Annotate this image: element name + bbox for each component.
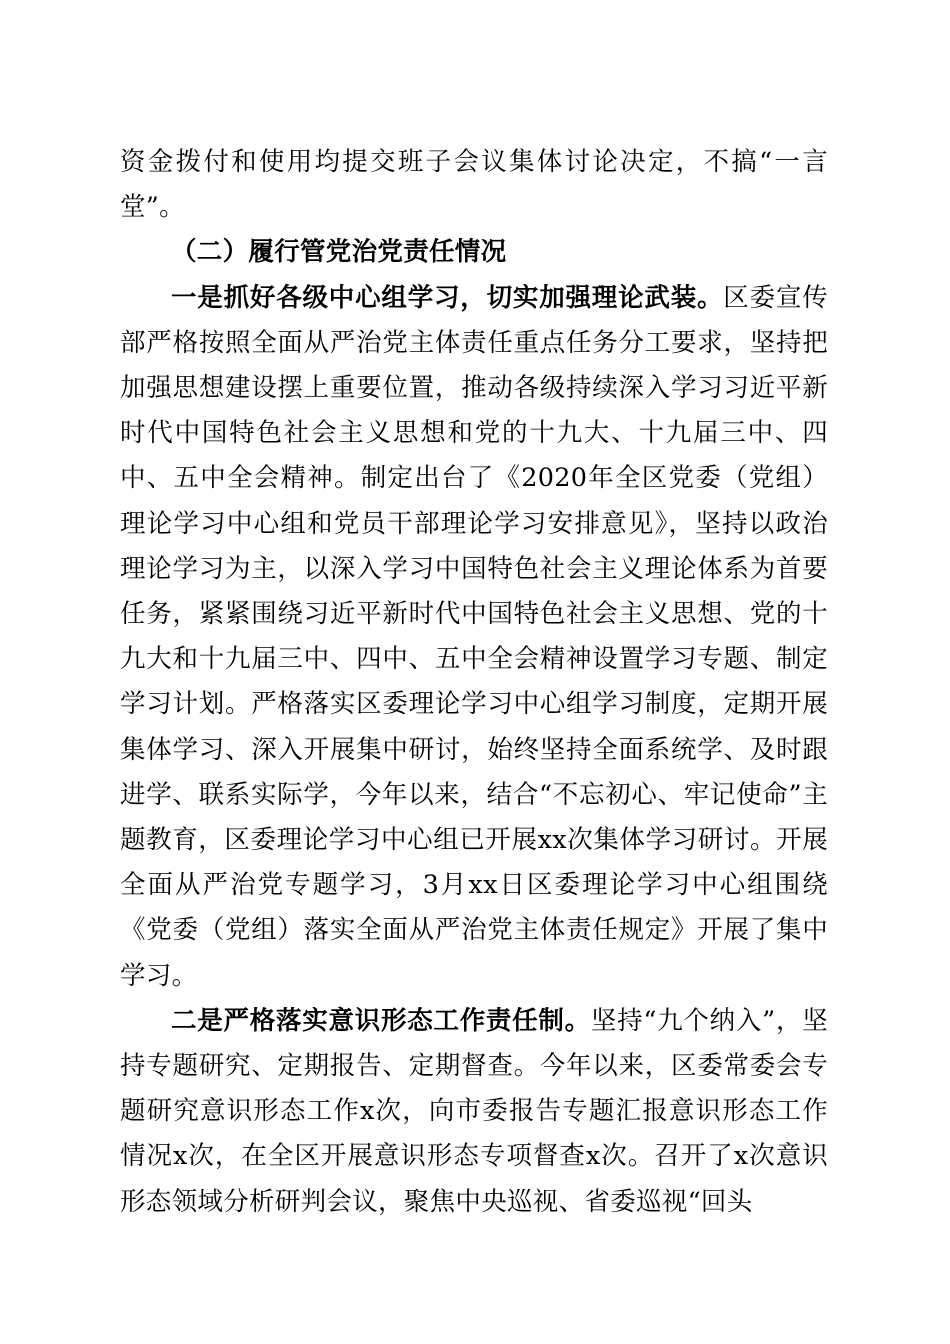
paragraph-body: 区委宣传部严格按照全面从严治党主体责任重点任务分工要求，坚持把加强思想建设摆上重要位置，推动各级持续深入学习习近平新时代中国特色社会主义思想和党的十九大、十九届三中、四中、五中全会精神。制定出台了《2020年全区党委（党组）理论学习中心组和党员干部理论学习安排意见》，坚持以政治理论学习为主，以深入学习中国特色社会主义理论体系为首要任务，紧紧围绕习近平新时代中国特色社会主义思想、党的十九大和十九届三中、四中、五中全会精神设置学习专题、制定学习计划。严格落实区委理论学习中心组学习制度，定期开展集体学习、深入开展集中研讨，始终坚持全面系统学、及时跟进学、联系实际学，今年以来，结合“不忘初心、牢记使命”主题教育，区委理论学习中心组已开展xx次集体学习研讨。开展全面从严治党专题学习，3月xx日区委理论学习中心组围绕《党委（党组）落实全面从严治党主体责任规定》开展了集中学习。 — [120, 282, 828, 991]
document-body — [120, 140, 828, 1225]
paragraph-funds-decision: 资金拨付和使用均提交班子会议集体讨论决定，不搞“一言堂”。 — [120, 147, 828, 223]
paragraph-theory-study — [120, 276, 828, 999]
paragraph-body: 坚持“九个纳入”，坚持专题研究、定期报告、定期督查。今年以来，区委常委会专题研究意识形态工作x次，向市委报告专题汇报意识形态工作情况x次，在全区开展意识形态专项督查x次。召开了x次意识形态领域分析研判会议，聚焦中央巡视、省委巡视“回头 — [120, 1005, 828, 1217]
section-heading: （二）履行管党治党责任情况 — [171, 237, 507, 268]
paragraph-ideology-responsibility — [120, 999, 828, 1225]
paragraph-lead: 一是抓好各级中心组学习，切实加强理论武装。 — [171, 282, 724, 313]
paragraph-lead: 二是严格落实意识形态工作责任制。 — [171, 1005, 591, 1036]
